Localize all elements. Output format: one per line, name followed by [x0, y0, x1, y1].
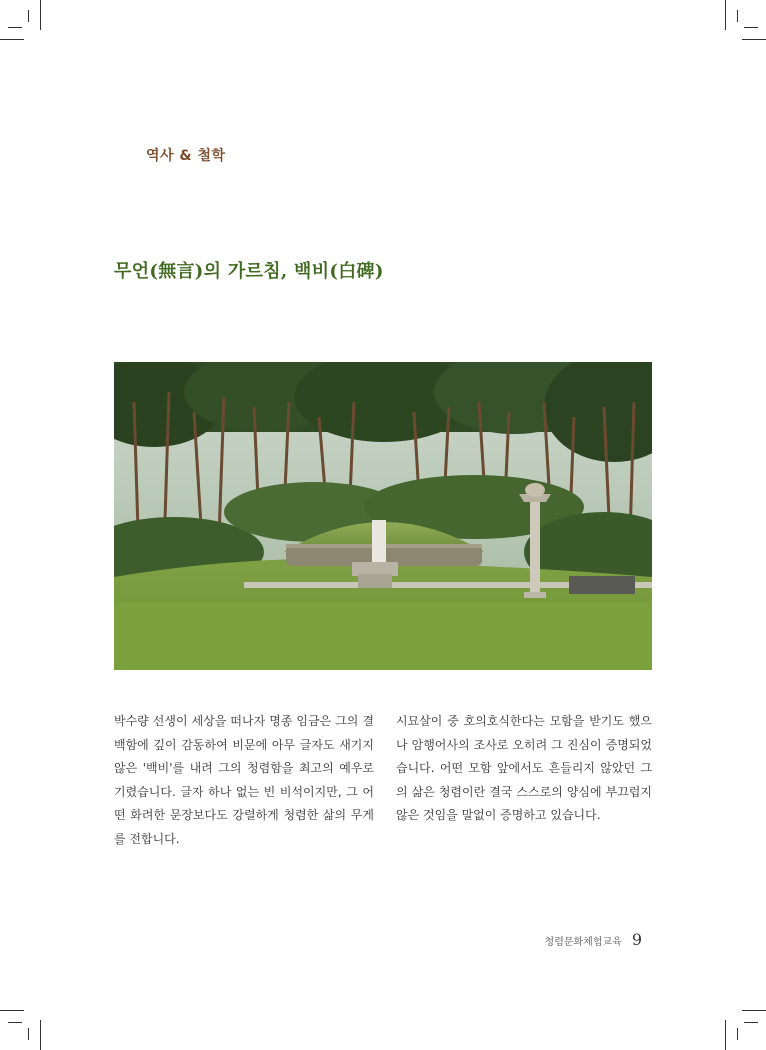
- crop-mark: [742, 39, 766, 40]
- tomb-photo: [114, 362, 652, 670]
- body-text-left: 박수량 선생이 세상을 떠나자 명종 임금은 그의 결백함에 깊이 감동하여 비문에 아무 글자도 새기지 않은 '백비'를 내려 그의 청렴함을 최고의 예우로 기렸습니다. 글자 하나 없는 빈 비석이지만, 그 어떤 화려한 문장보다도 강렬하게 청렴한 삶의 무게를 전합니다.: [114, 714, 374, 846]
- crop-mark: [8, 1022, 22, 1023]
- page-number: 9: [631, 930, 642, 949]
- crop-mark: [744, 1022, 758, 1023]
- body-text-right: 시묘살이 중 호의호식한다는 모함을 받기도 했으나 암행어사의 조사로 오히려 그 진심이 증명되었습니다. 어떤 모함 앞에서도 흔들리지 않았던 그의 삶은 청렴이란 결국 스스로의 양심에 부끄럽지 않은 것임을 말없이 증명하고 있습니다.: [396, 714, 652, 822]
- crop-mark: [0, 1010, 24, 1011]
- footer-label: 청렴문화체험교육: [544, 937, 622, 948]
- crop-mark: [0, 39, 24, 40]
- crop-mark: [742, 1010, 766, 1011]
- crop-mark: [744, 27, 758, 28]
- crop-mark: [40, 1020, 41, 1050]
- crop-mark: [725, 1020, 726, 1050]
- crop-mark: [8, 27, 22, 28]
- page-title: 무언(無言)의 가르침, 백비(白碑): [114, 261, 384, 282]
- crop-mark: [40, 0, 41, 30]
- crop-mark: [737, 1028, 738, 1040]
- crop-mark: [28, 1028, 29, 1040]
- crop-mark: [737, 10, 738, 22]
- section-category: 역사 & 철학: [146, 148, 226, 164]
- page-footer: [545, 930, 642, 949]
- crop-mark: [28, 10, 29, 22]
- crop-mark: [725, 0, 726, 30]
